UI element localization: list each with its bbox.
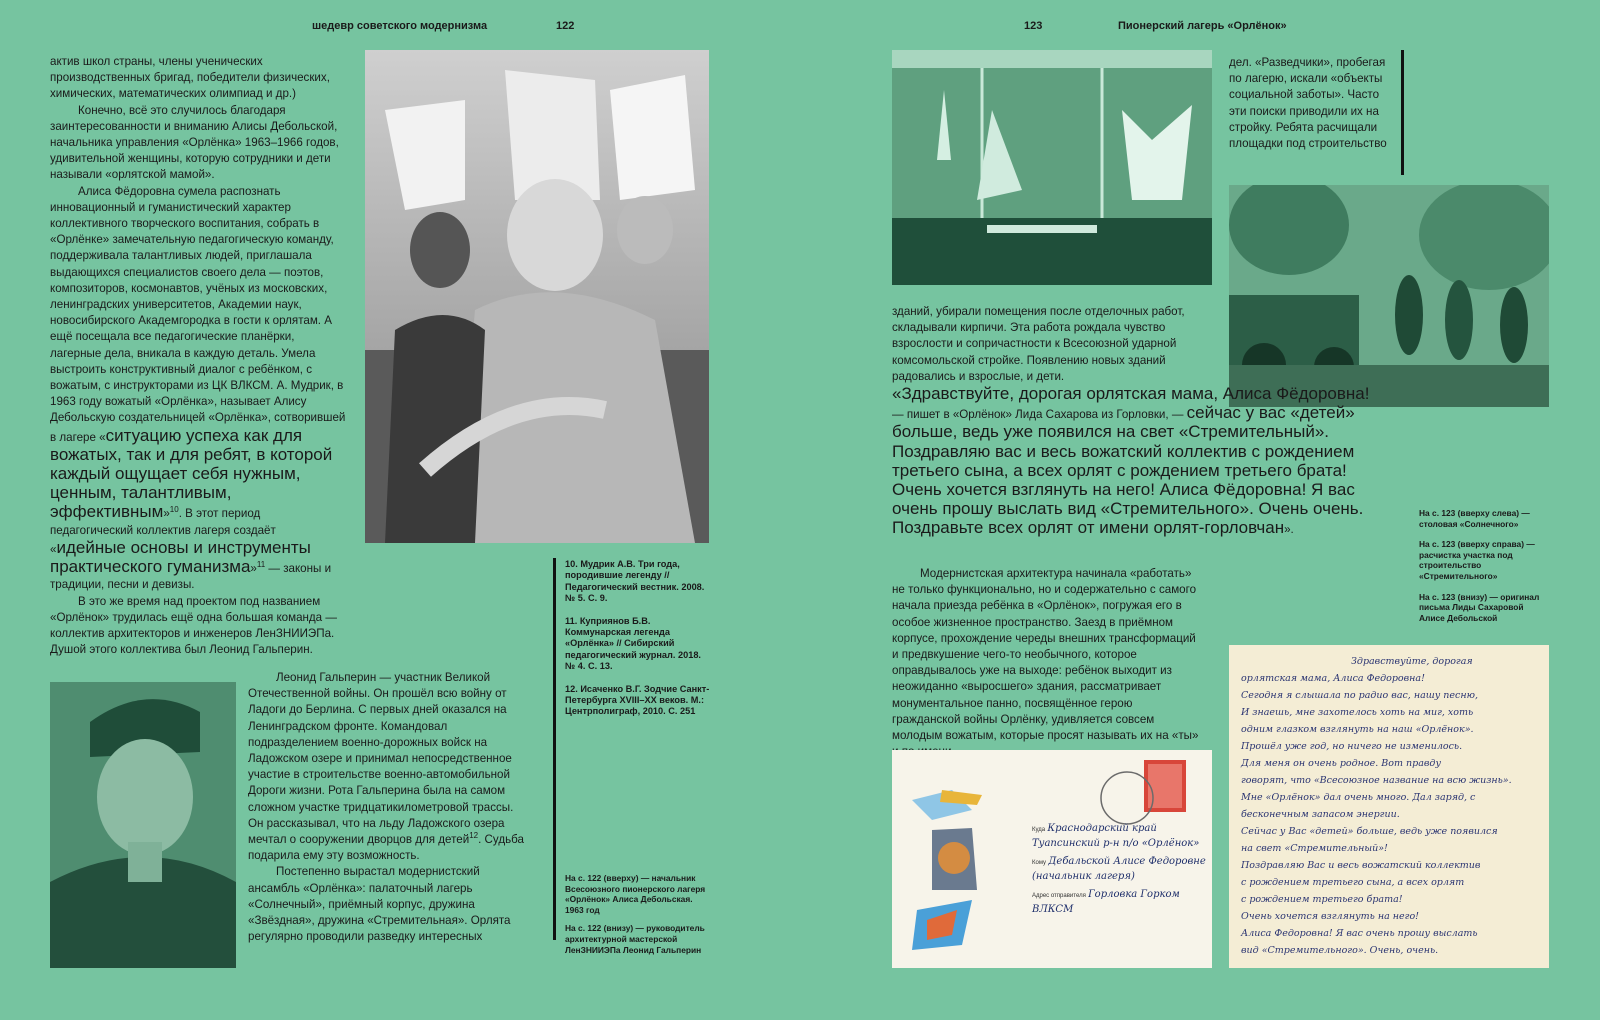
paragraph: актив школ страны, члены ученических производственных бригад, победители физических, химических, математических олимпиад и др.) <box>50 55 330 101</box>
letter-line: бесконечным запасом энергии. <box>1241 809 1400 820</box>
footnote-ref: 12 <box>469 831 479 841</box>
paragraph-text: Леонид Гальперин — участник Великой Отечественной войны. Он прошёл всю войну от Ладоги до Берлина. С первых дней оказался на Ленинградском фронте. Командовал подразделением военно-дорожных войск на Ладожском озере и принимал непосредственное участие в строительстве военно-автомобильной Дороги жизни. Рота Гальперина была на самом сложном участке тридцатикилометровой трассы. Он рассказывал, что на льду Ладожского озера мечтал о сооружении дворцов для детей <box>248 671 514 847</box>
envelope-image <box>892 750 1212 968</box>
photo-galperin <box>50 682 236 968</box>
paragraph-text: — законы и традиции, песни и девизы. <box>50 562 332 592</box>
paragraph-text: . В этот период педагогический коллектив лагеря создаёт « <box>50 507 276 556</box>
footnote-rule <box>553 558 556 940</box>
envelope-whom <box>1032 855 1207 884</box>
right-quote-block <box>892 385 1372 539</box>
pull-quote: «Здравствуйте, дорогая орлятская мама, Алиса Фёдоровна! <box>892 384 1370 403</box>
paragraph: Модернистская архитектура начинала «работать» не только функционально, но и содержательно с самого начала приезда ребёнка в «Орлёнок», погружая его в особое жизненное пространство. Заезд в приёмном корпусе, прохождение череды внешних трансформаций и предвкушение чего-то необычного, которое оправдывалось уже на выходе: ребёнок выходит из неожиданно «выросшего» здания, рассматривает монументальное панно, посвящённое герою гражданской войны Орлёнку, удивляется совсем молодым вожатым, которые просят называть их на «ты» <box>892 567 1199 743</box>
envelope-address <box>1032 822 1207 917</box>
quote-close: » <box>163 507 170 521</box>
paragraph <box>248 670 526 864</box>
photo-canteen <box>892 50 1212 285</box>
photo-construction <box>1229 185 1549 407</box>
pull-quote: идейные основы и инструменты практического гуманизма <box>50 537 311 577</box>
caption: На с. 123 (вверху слева) — столовая «Солнечного» <box>1419 508 1530 529</box>
letter-line: Мне «Орлёнок» дал очень много. Дал заряд, с <box>1241 792 1476 803</box>
footnotes <box>565 559 710 718</box>
caption: На с. 123 (внизу) — оригинал письма Лиды Сахаровой Алисе Дебольской <box>1419 591 1540 623</box>
paragraph <box>892 385 1372 539</box>
letter-line: Очень хочется взглянуть на него! <box>1241 911 1419 922</box>
running-title-right: Пионерский лагерь «Орлёнок» <box>1118 20 1287 32</box>
column-rule <box>1401 50 1404 175</box>
paragraph: Конечно, всё это случилось благодаря заинтересованности и вниманию Алисы Дебольской, начальника управления «Орлёнка» 1963–1966 годов, удивительной женщины, которую сотрудники и дети называли «орлятской мамой». <box>50 103 339 182</box>
envelope-label: Адрес отправителя <box>1032 893 1086 899</box>
caption: На с. 122 (внизу) — руководитель архитектурной мастерской ЛенЗНИИЭПа Леонид Гальперин <box>565 923 705 955</box>
quote-close: » <box>250 562 257 576</box>
paragraph <box>50 184 346 594</box>
letter-line: орлятская мама, Алиса Федоровна! <box>1241 673 1425 684</box>
letter-text <box>1241 653 1541 959</box>
letter-line: И знаешь, мне захотелось хоть на миг, хоть <box>1241 707 1474 718</box>
letter-line: Прошёл уже год, но ничего не изменилось. <box>1241 741 1463 752</box>
photo-debolskaya <box>365 50 709 543</box>
paragraph-text: . Судьба подарила ему эту возможность. <box>248 833 524 863</box>
envelope-to <box>1032 822 1207 851</box>
letter-image <box>1229 645 1549 968</box>
letter-line: Для меня он очень родное. Вот правду <box>1241 758 1441 769</box>
caption: На с. 123 (вверху справа) — расчистка участка под строительство «Стремительного» <box>1419 539 1535 581</box>
pull-quote: ситуацию успеха как для вожатых, так и для ребят, в которой каждый ощущает себя нужным, ценным, талантливым, эффективным <box>50 425 333 522</box>
envelope-handwriting: Дебальской Алисе Федоровне (начальник лагеря) <box>1032 856 1206 882</box>
envelope-from <box>1032 888 1207 917</box>
envelope-label: Куда <box>1032 827 1046 833</box>
page-number-right: 123 <box>1024 20 1043 32</box>
footnote-ref: 10 <box>169 505 179 515</box>
letter-line: Сегодня я слышала по радио вас, нашу песню, <box>1241 690 1478 701</box>
captions-right <box>1419 508 1549 623</box>
left-col2-text <box>248 670 526 945</box>
caption: На с. 122 (вверху) — начальник Всесоюзного пионерского лагеря «Орлёнок» Алиса Дебольская. 1963 год <box>565 873 706 915</box>
right-main-text-1: зданий, убирали помещения после отделочных работ, складывали кирпичи. Эта работа рождала чувство взрослости и сопричастности к Всесоюзной ударной комсомольской стройке. Появлению новых зданий радовались и взрослые, и дети. <box>892 305 1185 383</box>
right-col-top-text: дел. «Разведчики», пробегая по лагерю, искали «объекты социальной заботы». Часто эти поиски приводили их на стройку. Ребята расчищали площадки под строительство <box>1229 56 1387 151</box>
footnote: 12. Исаченко В.Г. Зодчие Санкт-Петербурга XVIII–XX веков. М.: Центрполиграф, 2010. С. 251 <box>565 683 710 717</box>
right-main-text-2 <box>892 566 1204 760</box>
letter-line: Алиса Федоровна! Я вас очень прошу выслать <box>1241 928 1478 939</box>
paragraph-text: — пишет в «Орлёнок» Лида Сахарова из Горловки, — <box>892 408 1187 422</box>
paragraph: Постепенно вырастал модернистский ансамбль «Орлёнка»: палаточный лагерь «Солнечный», приёмный корпус, дружина «Звёздная», дружина «Стремительная». Орлята регулярно проводили разведку интересных <box>248 865 511 944</box>
letter-line: с рождением третьего сына, а всех орлят <box>1241 877 1465 888</box>
envelope-handwriting: Горловка Горком ВЛКСМ <box>1032 889 1180 915</box>
letter-line: Поздравляю Вас и весь вожатский коллектив <box>1241 860 1481 871</box>
page-number-left: 122 <box>556 20 575 32</box>
letter-line: вид «Стремительного». Очень, очень. <box>1241 945 1439 956</box>
quote-close: ». <box>1284 523 1294 537</box>
letter-line: Здравствуйте, дорогая <box>1351 656 1473 667</box>
footnote: 10. Мудрик А.В. Три года, породившие легенду // Педагогический вестник. 2008. № 5. С. 9. <box>565 559 705 604</box>
left-col1-text <box>50 54 346 658</box>
captions-left <box>565 873 710 955</box>
letter-line: одним глазком взглянуть на наш «Орлёнок». <box>1241 724 1474 735</box>
running-title-left: шедевр советского модернизма <box>312 20 488 32</box>
letter-line: Сейчас у Вас «детей» больше, ведь уже появился <box>1241 826 1498 837</box>
letter-line: на свет «Стремительный»! <box>1241 843 1388 854</box>
pull-quote: сейчас у вас «детей» больше, ведь уже появился на свет «Стремительный». Поздравляю вас и весь вожатский коллектив с рождением третьего сына, а всех орлят с рождением третьего брата! Очень хочется взглянуть на него! Алиса Фёдоровна! Я вас очень прошу выслать вид «Стремительного». Очень очень. Поздравьте всех орлят от имени орлят-горловчан <box>892 403 1364 538</box>
envelope-handwriting: Краснодарский край Туапсинский р-н п/о «Орлёнок» <box>1032 823 1200 849</box>
paragraph-text: Алиса Фёдоровна сумела распознать инновационный и гуманистический характер коллективного творческого воспитания, собрать в «Орлёнке» замечательную педагогическую команду, поддерживала талантливых людей, приглашала выдающихся специалистов своего дела — поэтов, композиторов, космонавтов, учёных из московских, ленинградских университетов, Академии наук, новосибирского Академгородка в гости к орлятам. А ещё посещала все педагогические планёрки, лагерные дела, вникала в каждую деталь. Умела выстроить конструктивный диалог с ребёнком, с вожатым, с инструкторами из ЦК ВЛКСМ. А. Мудрик, в 1963 году вожатый «Орлёнка», называет Алису Дебольскую создательницей «Орлёнка», сотворившей в лагере « <box>50 184 346 444</box>
letter-line: с рождением третьего брата! <box>1241 894 1403 905</box>
footnote: 11. Куприянов Б.В. Коммунарская легенда «Орлёнка» // Сибирский педагогический журнал. 2018. № 4. С. 13. <box>565 615 701 672</box>
envelope-label: Кому <box>1032 860 1047 866</box>
paragraph: В это же время над проектом под названием «Орлёнок» трудилась ещё одна большая команда — коллектив архитекторов и инженеров ЛенЗНИИЭПа. Душой этого коллектива был Леонид Гальперин. <box>50 594 337 657</box>
letter-line: говорят, что «Всесоюзное название на всю жизнь». <box>1241 775 1512 786</box>
footnote-ref: 11 <box>256 560 266 570</box>
